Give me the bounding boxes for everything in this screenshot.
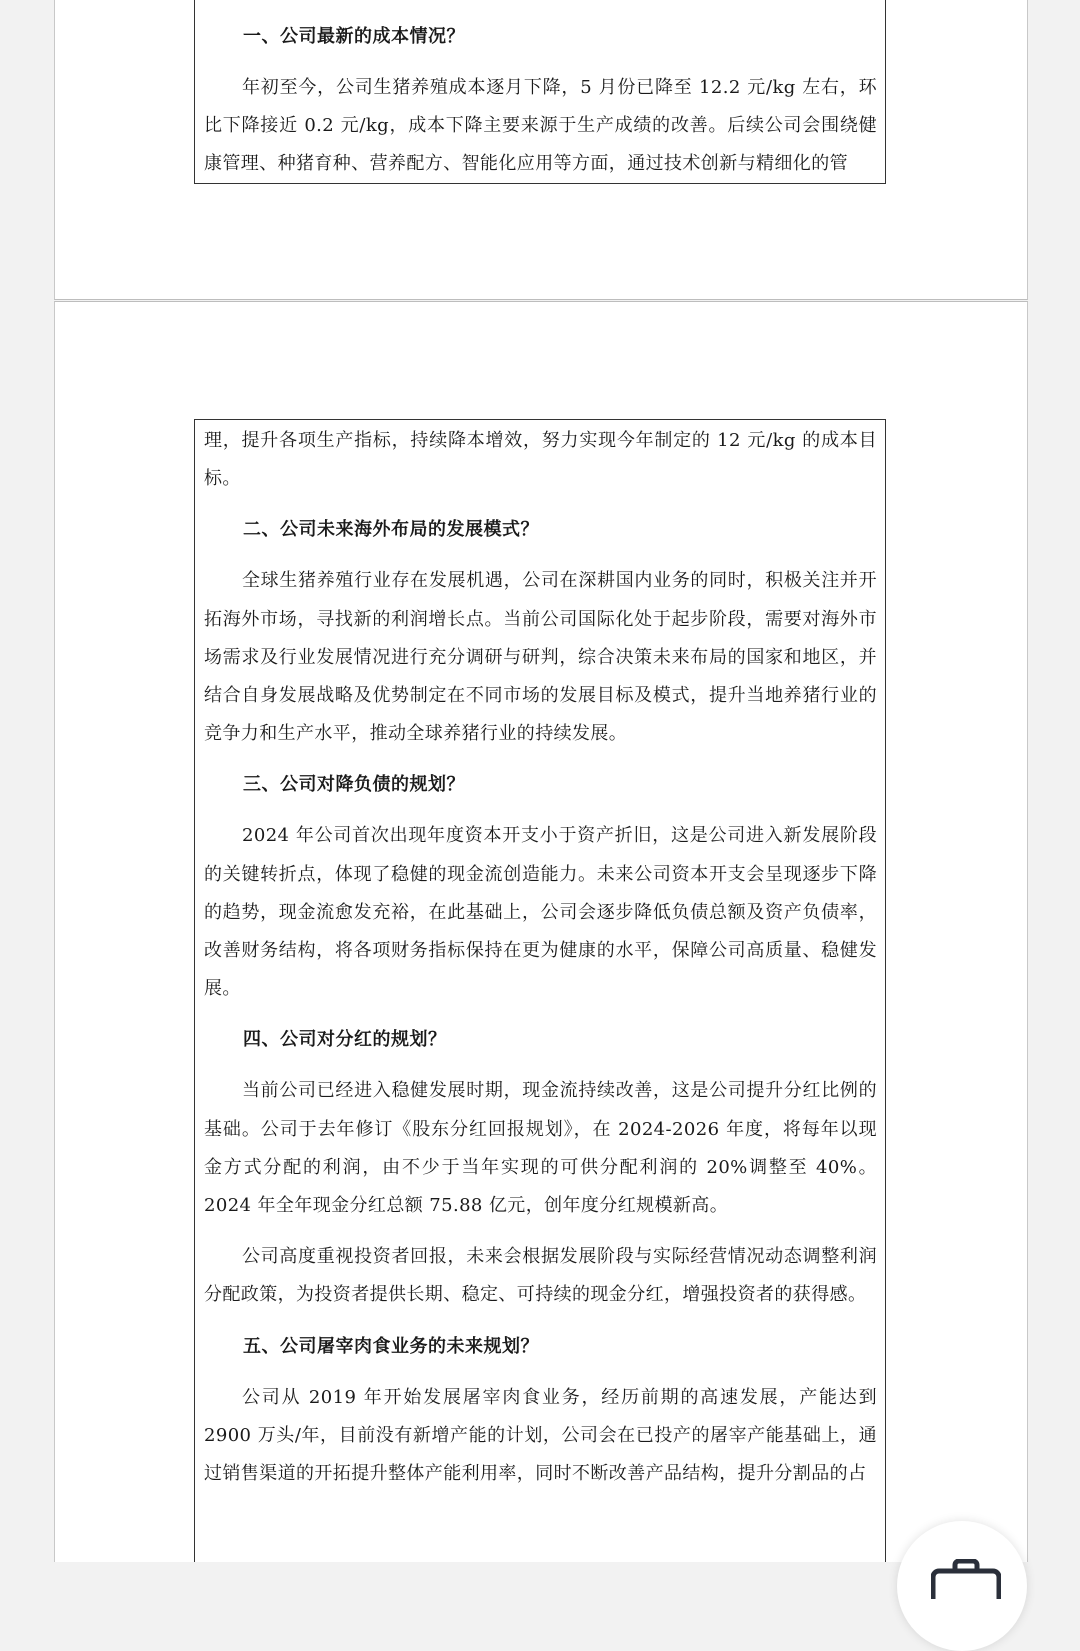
document-page-1 [54,0,1028,300]
paragraph-overseas: 全球生猪养殖行业存在发展机遇，公司在深耕国内业务的同时，积极关注并开拓海外市场，寻找新的利润增长点。当前公司国际化处于起步阶段，需要对海外市场需求及行业发展情况进行充分调研与研判，综合决策未来布局的国家和地区，并结合自身发展战略及优势制定在不同市场的发展目标及模式，提升当地养猪行业的竞争力和生产水平，推动全球养猪行业的持续发展。 [204,570,877,745]
paragraph-cost: 年初至今，公司生猪养殖成本逐月下降，5 月份已降至 12.2 元/kg 左右，环比下降接近 0.2 元/kg，成本下降主要来源于生产成绩的改善。后续公司会围绕健康管理、种猪育种、营养配方、智能化应用等方面，通过技术创新与精细化的管 [204,77,877,175]
section-heading-slaughter: 五、公司屠宰肉食业务的未来规划？ [243,1335,539,1357]
section-heading-overseas: 二、公司未来海外布局的发展模式？ [243,519,539,541]
section-heading-debt: 三、公司对降负债的规划？ [243,774,465,796]
content-frame-1 [194,0,886,184]
paragraph-cost-continued: 理，提升各项生产指标，持续降本增效，努力实现今年制定的 12 元/kg 的成本目标。 [204,430,877,490]
content-frame-2 [194,419,886,1562]
paragraph-debt: 2024 年公司首次出现年度资本开支小于资产折旧，这是公司进入新发展阶段的关键转折点，体现了稳健的现金流创造能力。未来公司资本开支会呈现逐步下降的趋势，现金流愈发充裕，在此基础上，公司会逐步降低负债总额及资产负债率，改善财务结构，将各项财务指标保持在更为健康的水平，保障公司高质量、稳健发展。 [204,825,877,1000]
floating-action-button[interactable] [897,1521,1027,1651]
paragraph-dividend-1: 当前公司已经进入稳健发展时期，现金流持续改善，这是公司提升分红比例的基础。公司于去年修订《股东分红回报规划》，在 2024-2026 年度，将每年以现金方式分配的利润，由不少于当年实现的可供分配利润的 20%调整至 40%。2024 年全年现金分红总额 75.88 亿元，创年度分红规模新高。 [204,1080,877,1217]
section-heading-dividend: 四、公司对分红的规划？ [243,1029,447,1051]
section-heading-cost: 一、公司最新的成本情况？ [243,26,465,47]
document-page-2 [54,301,1028,1562]
paragraph-slaughter: 公司从 2019 年开始发展屠宰肉食业务，经历前期的高速发展，产能达到 2900 万头/年，目前没有新增产能的计划，公司会在已投产的屠宰产能基础上，通过销售渠道的开拓提升整体产能利用率，同时不断改善产品结构，提升分割品的占 [204,1386,877,1485]
paragraph-dividend-2: 公司高度重视投资者回报，未来会根据发展阶段与实际经营情况动态调整利润分配政策，为投资者提供长期、稳定、可持续的现金分红，增强投资者的获得感。 [204,1246,877,1306]
briefcase-icon [931,1559,1001,1599]
